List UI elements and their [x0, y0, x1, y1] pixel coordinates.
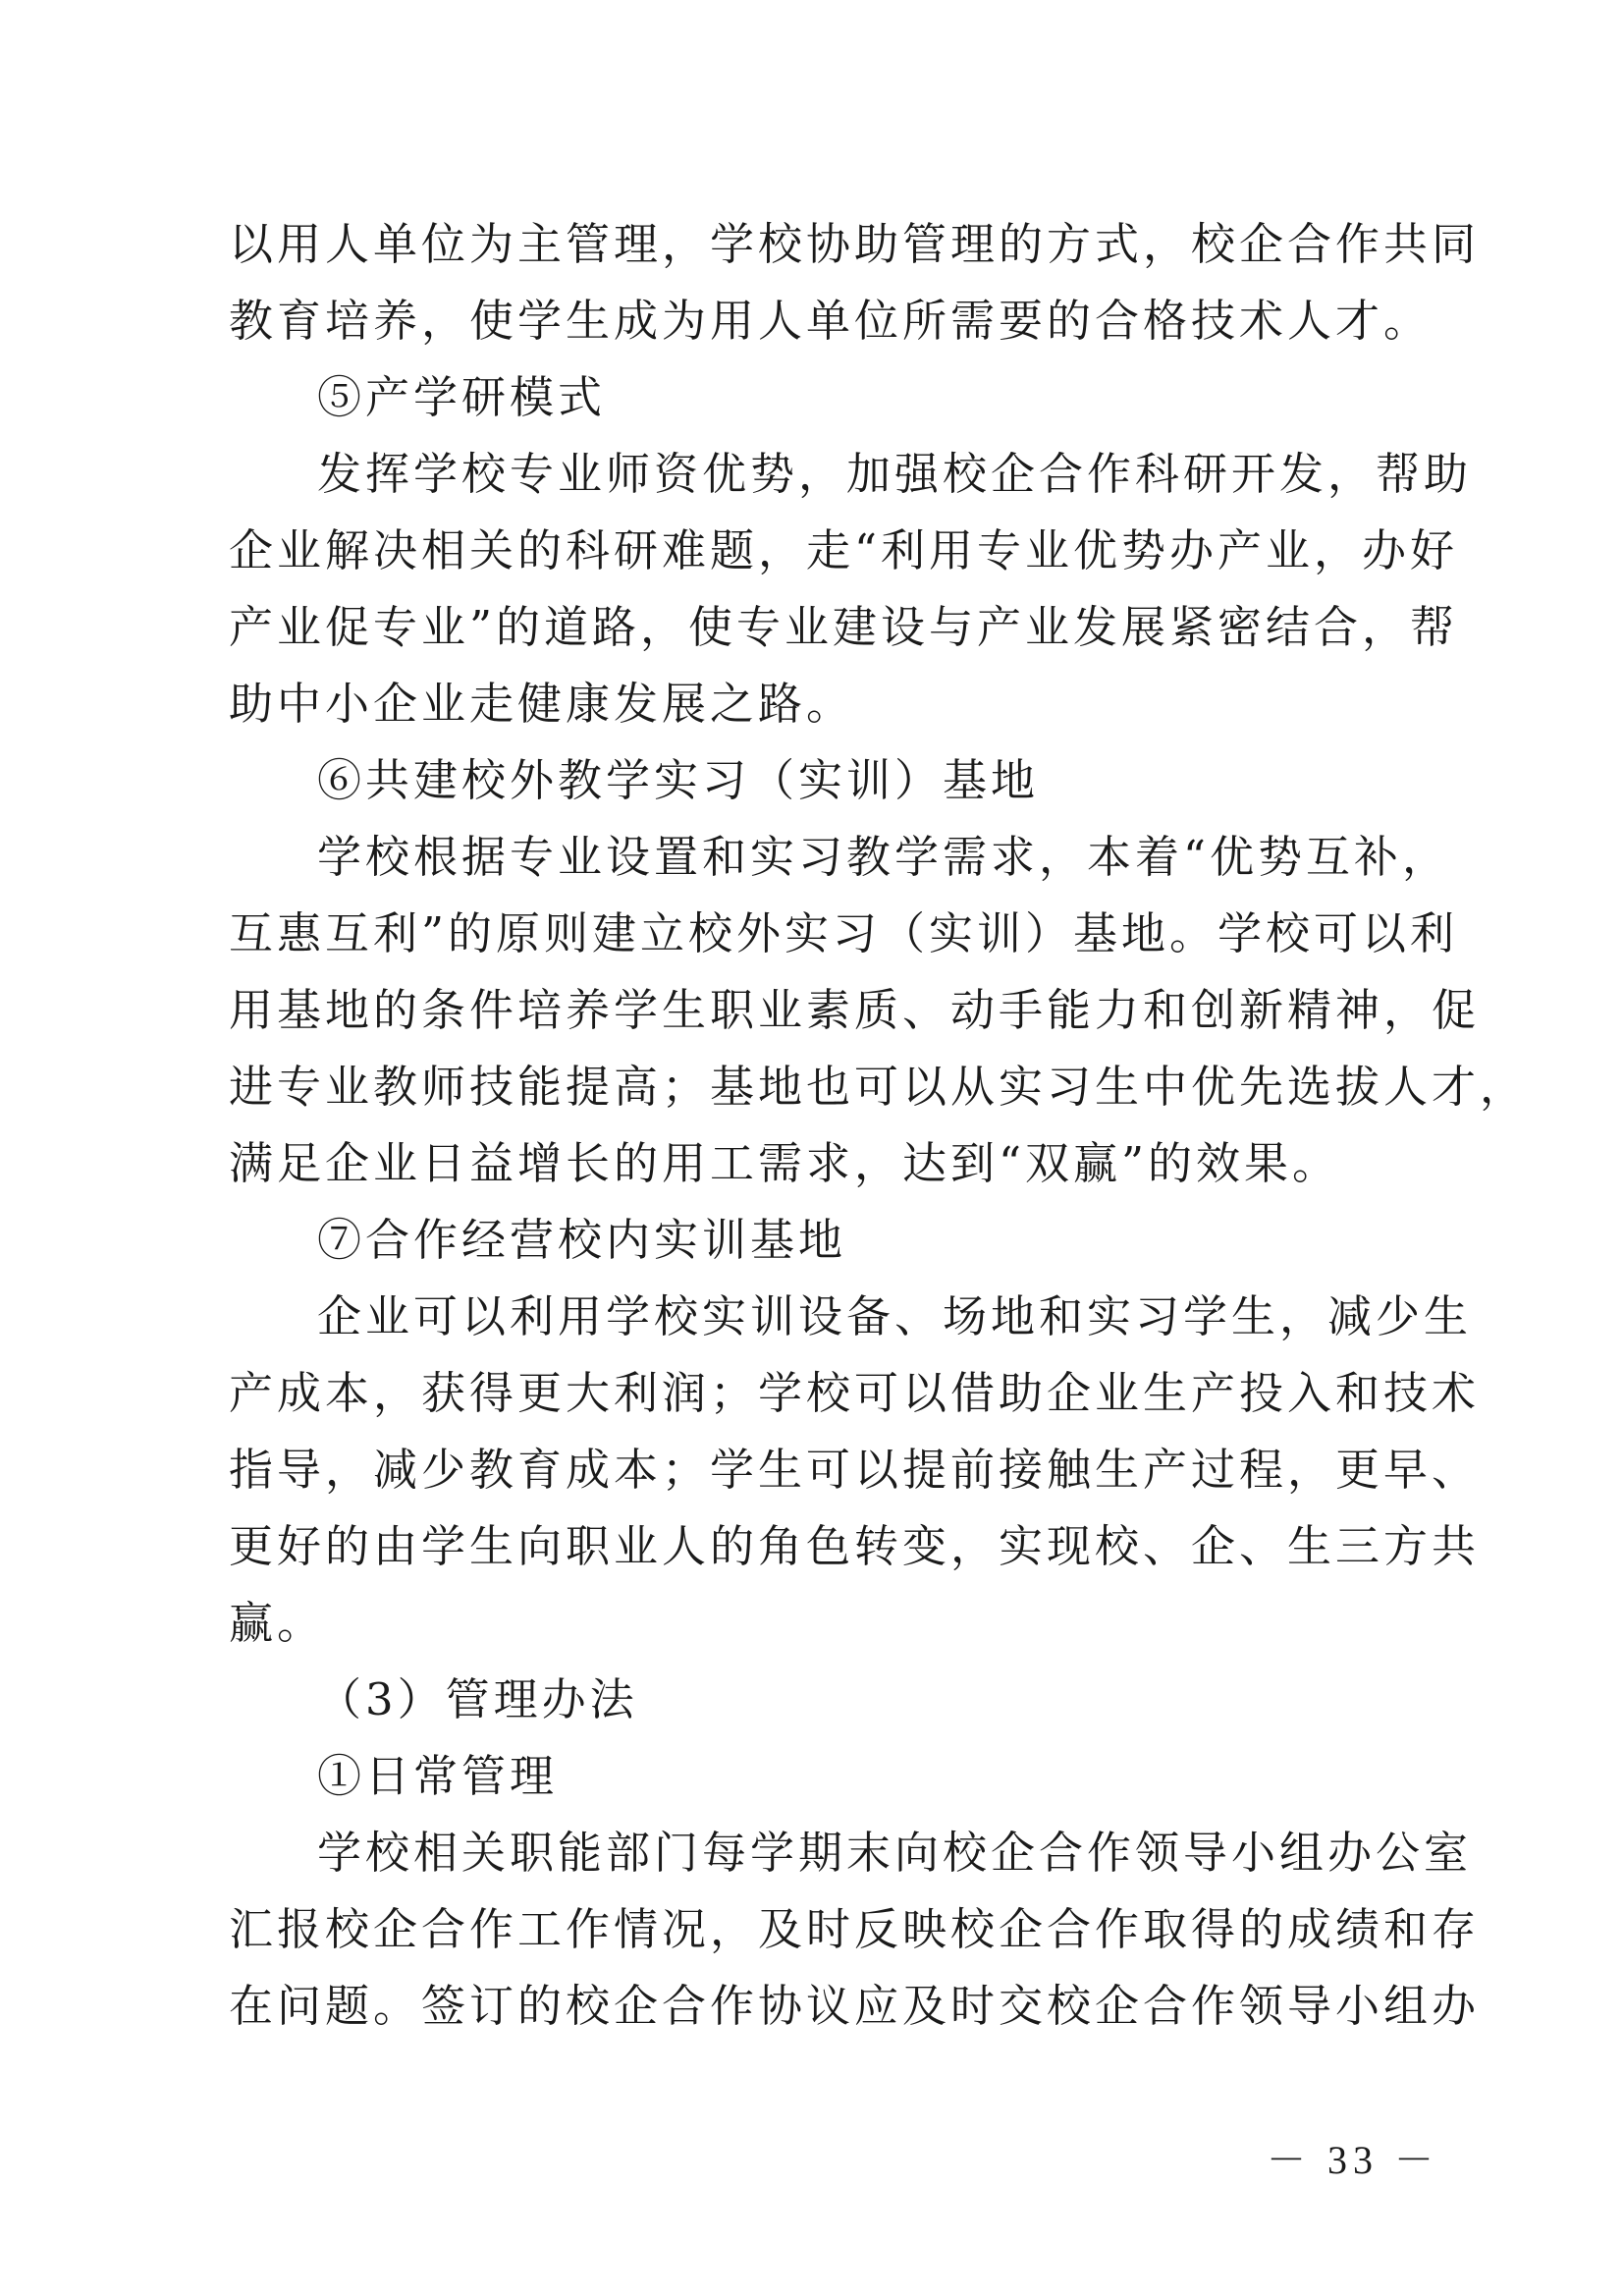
text-line: 助中小企业走健康发展之路。 — [229, 678, 855, 730]
section-heading: ⑥共建校外教学实习（实训）基地 — [317, 754, 1040, 806]
paragraph-first-line: 学校相关职能部门每学期末向校企合作领导小组办公室 — [317, 1827, 1473, 1879]
text-line: 产业促专业”的道路，使专业建设与产业发展紧密结合，帮 — [229, 601, 1459, 653]
text-line: 以用人单位为主管理，学校协助管理的方式，校企合作共同 — [229, 218, 1481, 270]
text-line: 在问题。签订的校企合作协议应及时交校企合作领导小组办 — [229, 1980, 1481, 2032]
text-line: 产成本，获得更大利润；学校可以借助企业生产投入和技术 — [229, 1367, 1481, 1419]
document-body — [229, 206, 1529, 2045]
page-number: － 33 － — [1267, 2138, 1439, 2182]
text-line: 互惠互利”的原则建立校外实习（实训）基地。学校可以利 — [229, 907, 1459, 959]
text-line: 汇报校企合作工作情况，及时反映校企合作取得的成绩和存 — [229, 1903, 1481, 1955]
section-heading: ⑤产学研模式 — [317, 371, 607, 423]
section-heading: ①日常管理 — [317, 1750, 559, 1802]
text-line: 进专业教师技能提高；基地也可以从实习生中优先选拔人才， — [229, 1061, 1529, 1113]
text-line: 满足企业日益增长的用工需求，达到“双赢”的效果。 — [229, 1137, 1341, 1189]
paragraph-first-line: 学校根据专业设置和实习教学需求，本着“优势互补， — [317, 831, 1451, 883]
text-line: 用基地的条件培养学生职业素质、动手能力和创新精神，促 — [229, 984, 1481, 1036]
section-heading: （3）管理办法 — [317, 1673, 638, 1725]
paragraph-first-line: 企业可以利用学校实训设备、场地和实习学生，减少生 — [317, 1290, 1473, 1342]
text-line: 更好的由学生向职业人的角色转变，实现校、企、生三方共 — [229, 1520, 1481, 1572]
text-line: 赢。 — [229, 1597, 326, 1649]
text-line: 企业解决相关的科研难题，走“利用专业优势办产业，办好 — [229, 524, 1459, 576]
text-line: 教育培养，使学生成为用人单位所需要的合格技术人才。 — [229, 295, 1433, 347]
text-line: 指导，减少教育成本；学生可以提前接触生产过程，更早、 — [229, 1444, 1481, 1496]
paragraph-first-line: 发挥学校专业师资优势，加强校企合作科研开发，帮助 — [317, 448, 1473, 500]
section-heading: ⑦合作经营校内实训基地 — [317, 1214, 847, 1266]
